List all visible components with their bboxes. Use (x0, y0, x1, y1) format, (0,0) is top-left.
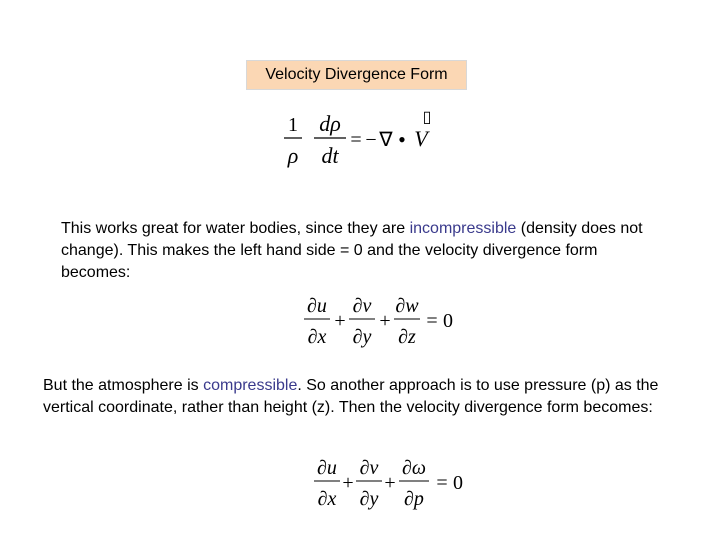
eq2-dy: ∂y (352, 326, 372, 348)
eq3-equals: = (436, 472, 448, 494)
highlight-compressible: compressible (203, 377, 298, 394)
equation-incompressible (300, 290, 465, 352)
eq1-one: 1 (288, 114, 298, 136)
equation-continuity (280, 100, 450, 175)
paragraph-compressible (43, 375, 703, 419)
paragraph1-text-end: (density does not change). This makes the left hand side = 0 and the velocity divergence form becomes: (61, 220, 643, 281)
paragraph2-text-end: . So another approach is to use pressure (p) as the vertical coordinate, rather than height (z). Then the velocity divergence form becomes: (43, 377, 659, 416)
eq2-dx: ∂x (307, 326, 327, 348)
paragraph2-text-start: But the atmosphere is (43, 377, 204, 394)
equation-pressure-coordinates (310, 452, 470, 514)
eq1-equals: = (350, 129, 362, 151)
paragraph-incompressible (61, 218, 661, 284)
eq3-dx: ∂x (317, 488, 337, 510)
eq3-plus-2: + (384, 472, 396, 494)
eq1-dt: dt (321, 143, 339, 168)
eq3-dv: ∂v (359, 457, 379, 479)
eq2-dw: ∂w (395, 295, 419, 317)
eq2-dv: ∂v (352, 295, 372, 317)
eq3-zero: 0 (453, 472, 463, 494)
eq2-plus-2: + (379, 310, 391, 332)
eq1-minus: − (365, 129, 377, 151)
highlight-incompressible: incompressible (409, 220, 517, 237)
eq2-zero: 0 (443, 310, 453, 332)
title-box (246, 60, 467, 90)
eq1-rho: ρ (287, 143, 299, 168)
page-title: Velocity Divergence Form (265, 66, 448, 83)
eq3-domega: ∂ω (401, 457, 427, 479)
paragraph1-text-start: This works great for water bodies, since they are (61, 220, 410, 237)
eq1-vector-v: V (414, 126, 428, 151)
eq3-plus-1: + (342, 472, 354, 494)
eq2-dz: ∂z (398, 326, 416, 348)
eq1-missing-glyph: ▯ (422, 109, 432, 126)
eq2-du: ∂u (307, 295, 327, 317)
eq3-dy: ∂y (359, 488, 379, 510)
eq1-drho: dρ (319, 111, 341, 136)
eq1-dot: • (398, 127, 406, 152)
eq2-equals: = (426, 310, 438, 332)
eq1-nabla: ∇ (379, 129, 393, 151)
eq3-du: ∂u (317, 457, 337, 479)
eq2-plus-1: + (334, 310, 346, 332)
eq3-dp: ∂p (404, 488, 424, 510)
